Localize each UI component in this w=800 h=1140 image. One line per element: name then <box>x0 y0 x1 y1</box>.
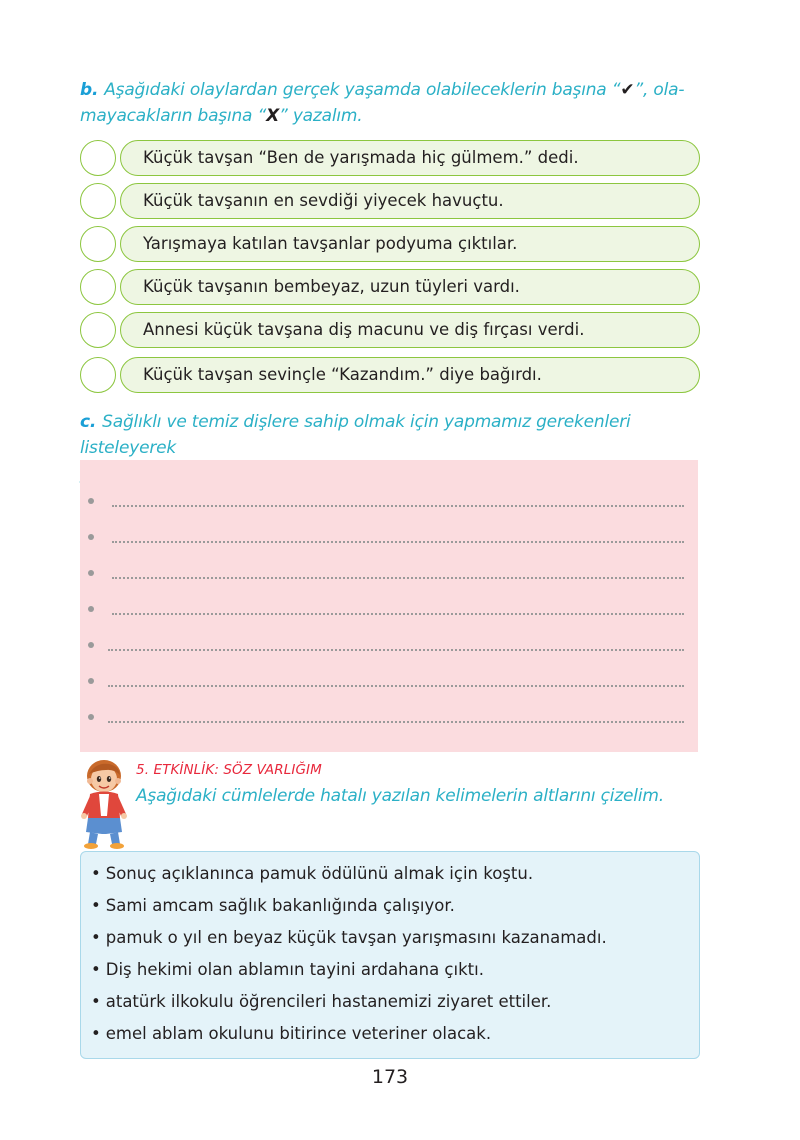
list-item[interactable]: • Sami amcam sağlık bakanlığında çalışıyor. <box>91 896 455 915</box>
answer-circle[interactable] <box>80 140 116 176</box>
instruction-text: Sağlıklı ve temiz dişlere sahip olmak için yapmamız gerekenleri listeleyerek <box>80 412 631 458</box>
instruction-text: ”, ola- <box>634 80 685 100</box>
answer-circle[interactable] <box>80 357 116 393</box>
statement-text: Annesi küçük tavşana diş macunu ve diş fırçası verdi. <box>143 320 585 339</box>
statement-row <box>80 269 700 305</box>
bullet-icon <box>88 714 94 720</box>
instruction-text: mayacakların başına “ <box>80 106 267 126</box>
writing-line[interactable] <box>88 670 688 690</box>
statement-text: Küçük tavşanın en sevdiği yiyecek havuçtu. <box>143 191 504 210</box>
writing-line[interactable] <box>88 526 688 546</box>
list-item[interactable]: • emel ablam okulunu bitirince veteriner olacak. <box>91 1024 491 1043</box>
bullet-icon <box>88 498 94 504</box>
statement-row <box>80 312 700 348</box>
statement-pill <box>120 183 700 219</box>
list-item[interactable]: • atatürk ilkokulu öğrencileri hastanemizi ziyaret ettiler. <box>91 992 551 1011</box>
answer-circle[interactable] <box>80 269 116 305</box>
sentences-box <box>80 851 700 1059</box>
statement-pill <box>120 312 700 348</box>
section-c-label: c. <box>80 412 97 432</box>
child-illustration <box>76 758 132 850</box>
statement-text: Küçük tavşanın bembeyaz, uzun tüyleri vardı. <box>143 277 520 296</box>
section-b-instruction <box>80 77 710 129</box>
statement-pill <box>120 269 700 305</box>
statement-row <box>80 357 700 393</box>
statement-text: Küçük tavşan sevinçle “Kazandım.” diye bağırdı. <box>143 365 542 384</box>
statement-pill <box>120 357 700 393</box>
list-item[interactable]: • pamuk o yıl en beyaz küçük tavşan yarışmasını kazanamadı. <box>91 928 607 947</box>
x-mark-icon: X <box>266 106 280 126</box>
statement-pill <box>120 226 700 262</box>
activity-instruction: Aşağıdaki cümlelerde hatalı yazılan kelimelerin altlarını çizelim. <box>136 786 664 806</box>
statement-row <box>80 183 700 219</box>
writing-line[interactable] <box>88 706 688 726</box>
bullet-icon <box>88 642 94 648</box>
bullet-icon <box>88 678 94 684</box>
bullet-icon <box>88 606 94 612</box>
writing-line[interactable] <box>88 562 688 582</box>
writing-line[interactable] <box>88 598 688 618</box>
answer-circle[interactable] <box>80 312 116 348</box>
page-number: 173 <box>371 1066 409 1088</box>
writing-line[interactable] <box>88 490 688 510</box>
instruction-text: Aşağıdaki olaylardan gerçek yaşamda olabileceklerin başına “ <box>104 80 621 100</box>
check-mark-icon: ✔ <box>620 80 635 100</box>
answer-circle[interactable] <box>80 183 116 219</box>
activity-title: 5. ETKİNLİK: SÖZ VARLIĞIM <box>136 762 322 778</box>
statement-row <box>80 140 700 176</box>
statement-row <box>80 226 700 262</box>
answer-circle[interactable] <box>80 226 116 262</box>
writing-area <box>80 460 698 752</box>
section-b-label: b. <box>80 80 99 100</box>
list-item[interactable]: • Sonuç açıklanınca pamuk ödülünü almak için koştu. <box>91 864 533 883</box>
statement-text: Küçük tavşan “Ben de yarışmada hiç gülmem.” dedi. <box>143 148 579 167</box>
statement-text: Yarışmaya katılan tavşanlar podyuma çıktılar. <box>143 234 518 253</box>
instruction-text: ” yazalım. <box>279 106 363 126</box>
list-item[interactable]: • Diş hekimi olan ablamın tayini ardahana çıktı. <box>91 960 484 979</box>
writing-line[interactable] <box>88 634 688 654</box>
statement-pill <box>120 140 700 176</box>
bullet-icon <box>88 570 94 576</box>
bullet-icon <box>88 534 94 540</box>
